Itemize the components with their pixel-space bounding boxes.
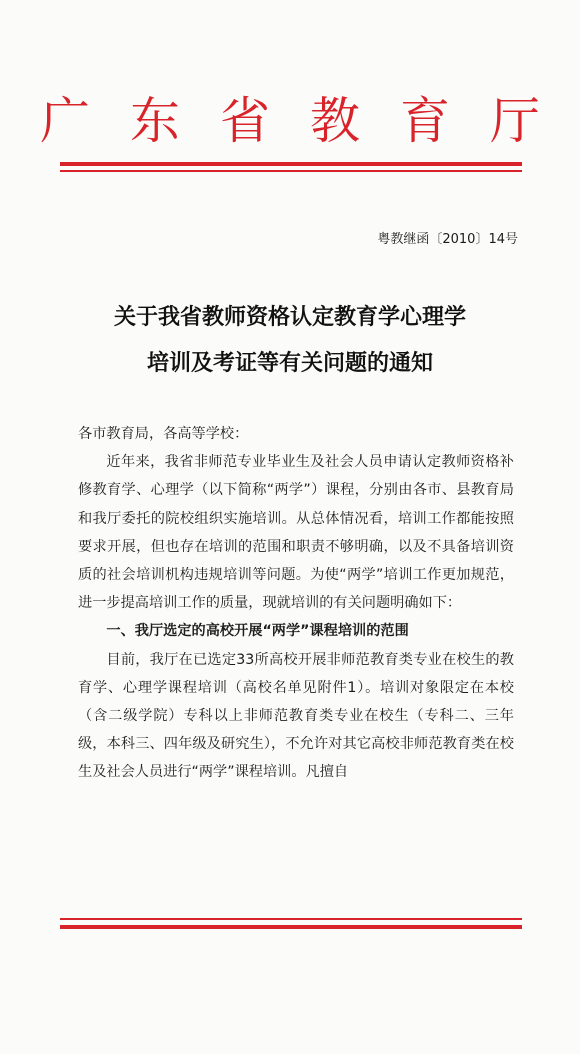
document-title-line-1: 关于我省教师资格认定教育学心理学 <box>113 305 466 330</box>
header-rule-thick <box>60 162 522 166</box>
salutation: 各市教育局，各高等学校： <box>78 426 249 442</box>
agency-masthead: 广东省教育厅 <box>40 92 580 150</box>
paragraph-intro: 近年来，我省非师范专业毕业生及社会人员申请认定教师资格补修教育学、心理学（以下简称“两学”）课程，分别由各市、县教育局和我厅委托的院校组织实施培训。从总体情况看，培训工作都能按照要求开展，但也存在培训的范围和职责不够明确，以及不具备培训资质的社会培训机构违规培训等问题。为使“两学”培训工作更加规范，进一步提高培训工作的质量，现就培训的有关问题明确如下： <box>78 454 514 612</box>
section-heading-1: 一、我厅选定的高校开展“两学”课程培训的范围 <box>106 623 409 640</box>
document-number: 粤教继函〔2010〕14号 <box>377 232 518 247</box>
header-rule-thin <box>60 170 522 172</box>
footer-rule-thick <box>60 925 522 929</box>
footer-rule-thin <box>60 918 522 920</box>
paragraph-section-1: 目前，我厅在已选定33所高校开展非师范教育类专业在校生的教育学、心理学课程培训（高校名单见附件1）。培训对象限定在本校（含二级学院）专科以上非师范教育类专业在校生（专科二、三年级，本科三、四年级及研究生），不允许对其它高校非师范教育类在校生及社会人员进行“两学”课程培训。凡擅自 <box>78 651 514 781</box>
document-title-line-2: 培训及考证等有关问题的通知 <box>146 351 433 376</box>
document-body <box>78 420 514 787</box>
